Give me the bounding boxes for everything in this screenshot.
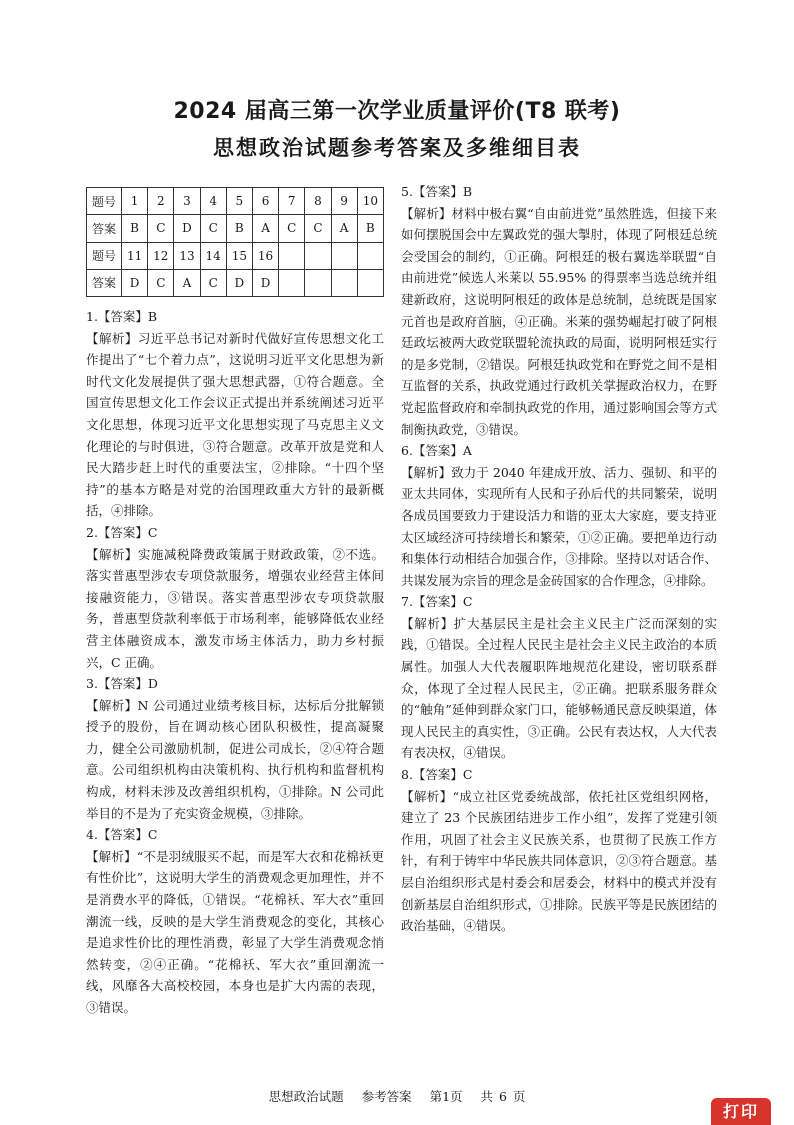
answer-table-row	[87, 242, 384, 269]
answer-table-cell: 11	[122, 242, 148, 269]
answer-table-cell: D	[122, 269, 148, 296]
page-footer	[0, 1087, 794, 1105]
answer-table-cell	[305, 269, 331, 296]
answer-table-cell	[279, 242, 305, 269]
answer-table-cell: D	[226, 269, 252, 296]
question-2-analysis: 【解析】实施减税降费政策属于财政政策，②不选。落实普惠型涉农专项贷款服务，增强农业经营主体间接融资能力，③错误。落实普惠型涉农专项贷款服务，普惠型贷款利率低于市场利率，能够降低农业经营主体融资成本，激发市场主体活力，助力乡村振兴，C 正确。	[86, 546, 384, 670]
answer-table-cell: B	[226, 215, 252, 242]
answer-table-cell	[279, 269, 305, 296]
title-line-1: 2024 届高三第一次学业质量评价(T8 联考)	[173, 99, 621, 124]
footer-total: 共 6 页	[480, 1089, 526, 1104]
question-6-answer: 6.【答案】A	[401, 443, 472, 459]
question-6	[401, 440, 717, 591]
answer-table-cell: 9	[331, 188, 357, 215]
question-3-analysis: 【解析】N 公司通过业绩考核目标，达标后分批解锁授予的股份，旨在调动核心团队积极性，提高凝聚力，健全公司激励机制，促进公司成长，②④符合题意。公司组织机构由决策机构、执行机构和监督机构构成，材料未涉及改善组织机构，①排除。N 公司此举目的不是为了充实资金规模，③排除。	[86, 697, 384, 821]
answer-table-cell: C	[200, 215, 226, 242]
question-7	[401, 591, 717, 764]
answer-table-cell	[305, 242, 331, 269]
question-1-answer: 1.【答案】B	[86, 309, 158, 324]
answer-table-cell: 16	[252, 242, 278, 269]
print-button[interactable]: 打印	[711, 1098, 771, 1125]
answer-table-cell: 5	[226, 188, 252, 215]
answer-table-cell	[357, 242, 383, 269]
answer-table-cell: 7	[279, 188, 305, 215]
question-7-answer: 7.【答案】C	[401, 594, 473, 610]
answer-table	[86, 187, 384, 297]
question-5-analysis: 【解析】材料中极右翼“自由前进党”虽然胜选，但接下来如何摆脱国会中左翼政党的强大掣肘，体现了阿根廷总统会受国会的制约，①正确。阿根廷的极右翼选举联盟“自由前进党”候选人米莱以 55.95% 的得票率当选总统并组建新政府，这说明阿根廷的政体是总统制，总统既是国家元首也是政府首脑，④正确。米莱的强势崛起打破了阿根廷政坛被两大政党联盟轮流执政的局面，说明阿根廷实行的是多党制，②错误。阿根廷执政党和在野党之间不是相互监督的关系，执政党通过行政机关掌握政治权力，在野党起监督政府和牵制执政党的作用，通过影响国会等方式制衡执政党，③错误。	[401, 205, 717, 437]
answer-table-cell: D	[174, 215, 200, 242]
question-6-analysis: 【解析】致力于 2040 年建成开放、活力、强韧、和平的亚太共同体，实现所有人民和子孙后代的共同繁荣，说明各成员国要致力于建设活力和谐的亚太大家庭，要支持亚太区域经济可持续增长和繁荣，①②正确。要把单边行动和集体行动相结合加强合作，③排除。坚持以对话合作、共谋发展为宗旨的理念是金砖国家的合作理念，④排除。	[401, 464, 717, 588]
question-2-answer: 2.【答案】C	[86, 524, 158, 540]
question-3	[86, 673, 384, 824]
answer-table-cell: 4	[200, 188, 226, 215]
left-column	[86, 306, 384, 1019]
question-2	[86, 522, 384, 673]
question-4-analysis: 【解析】“不是羽绒服买不起，而是军大衣和花棉袄更有性价比”，这说明大学生的消费观念更加理性，并不是消费水平的降低，①错误。“花棉袄、军大衣”重回潮流一线，反映的是大学生消费观念的变化，其核心是追求性价比的理性消费，彰显了大学生消费观念悄然转变，②④正确。“花棉袄、军大衣”重回潮流一线，风靡各大高校校园，本身也是扩大内需的表现，③错误。	[86, 848, 384, 1015]
question-5	[401, 181, 717, 440]
question-1	[86, 306, 384, 522]
answer-table-cell: B	[122, 215, 148, 242]
answer-table-cell: D	[252, 269, 278, 296]
answer-table-cell: 12	[148, 242, 174, 269]
title-line-2: 思想政治试题参考答案及多维细目表	[213, 136, 581, 160]
answer-table-cell: A	[252, 215, 278, 242]
answer-table-cell: C	[148, 215, 174, 242]
answer-table-cell: 6	[252, 188, 278, 215]
answer-table-cell: B	[357, 215, 383, 242]
answer-table-cell: 2	[148, 188, 174, 215]
answer-table-row	[87, 188, 384, 215]
answer-table-cell: 15	[226, 242, 252, 269]
question-7-analysis: 【解析】扩大基层民主是社会主义民主广泛而深刻的实践，①错误。全过程人民民主是社会主义民主政治的本质属性。加强人大代表履职阵地规范化建设，密切联系群众，体现了全过程人民民主，②正确。把联系服务群众的“触角”延伸到群众家门口，能够畅通民意反映渠道，体现人民民主的真实性，③正确。公民有表达权，人大代表有表决权，④错误。	[401, 615, 717, 761]
answer-table-cell: 3	[174, 188, 200, 215]
question-8-analysis: 【解析】“成立社区党委统战部，依托社区党组织网格，建立了 23 个民族团结进步工作小组”，发挥了党建引领作用，巩固了社会主义民族关系，也贯彻了民族工作方针，有利于铸牢中华民族共同体意识，②③符合题意。基层自治组织形式是村委会和居委会，材料中的模式并没有创新基层自治组织形式，①排除。民族平等是民族团结的政治基础，④错误。	[401, 788, 717, 934]
question-3-answer: 3.【答案】D	[86, 676, 158, 692]
answer-table-cell: 14	[200, 242, 226, 269]
answer-table-header-cell: 答案	[87, 269, 122, 296]
question-8	[401, 764, 717, 937]
answer-table-row	[87, 215, 384, 242]
answer-table-cell: C	[305, 215, 331, 242]
question-1-analysis: 【解析】习近平总书记对新时代做好宣传思想文化工作提出了“七个着力点”，这说明习近平文化思想为新时代文化发展提供了强大思想武器，①符合题意。全国宣传思想文化工作会议正式提出并系统阐述习近平文化思想，体现习近平文化思想实现了马克思主义文化理论的与时俱进，③符合题意。改革开放是党和人民大踏步赶上时代的重要法宝，②排除。“十四个坚持”的基本方略是对党的治国理政重大方针的最新概括，④排除。	[86, 330, 384, 519]
answer-table-cell: 1	[122, 188, 148, 215]
footer-kind: 参考答案	[361, 1089, 412, 1104]
answer-table-cell	[357, 269, 383, 296]
answer-table-cell: A	[174, 269, 200, 296]
question-4	[86, 824, 384, 1018]
answer-table-header-cell: 题号	[87, 242, 122, 269]
answer-table-cell: 8	[305, 188, 331, 215]
answer-table-header-cell: 答案	[87, 215, 122, 242]
question-5-answer: 5.【答案】B	[401, 184, 473, 199]
right-column	[401, 181, 717, 937]
answer-table-cell: A	[331, 215, 357, 242]
answer-table-cell	[331, 242, 357, 269]
answer-table-cell: C	[279, 215, 305, 242]
answer-table-header-cell: 题号	[87, 188, 122, 215]
question-4-answer: 4.【答案】C	[86, 827, 158, 843]
footer-subject: 思想政治试题	[268, 1089, 344, 1104]
answer-table-cell	[331, 269, 357, 296]
answer-table-cell: C	[200, 269, 226, 296]
answer-table-cell: 10	[357, 188, 383, 215]
answer-table-row	[87, 269, 384, 296]
question-8-answer: 8.【答案】C	[401, 767, 473, 783]
footer-page: 第1页	[429, 1089, 463, 1104]
answer-table-cell: 13	[174, 242, 200, 269]
answer-table-cell: C	[148, 269, 174, 296]
